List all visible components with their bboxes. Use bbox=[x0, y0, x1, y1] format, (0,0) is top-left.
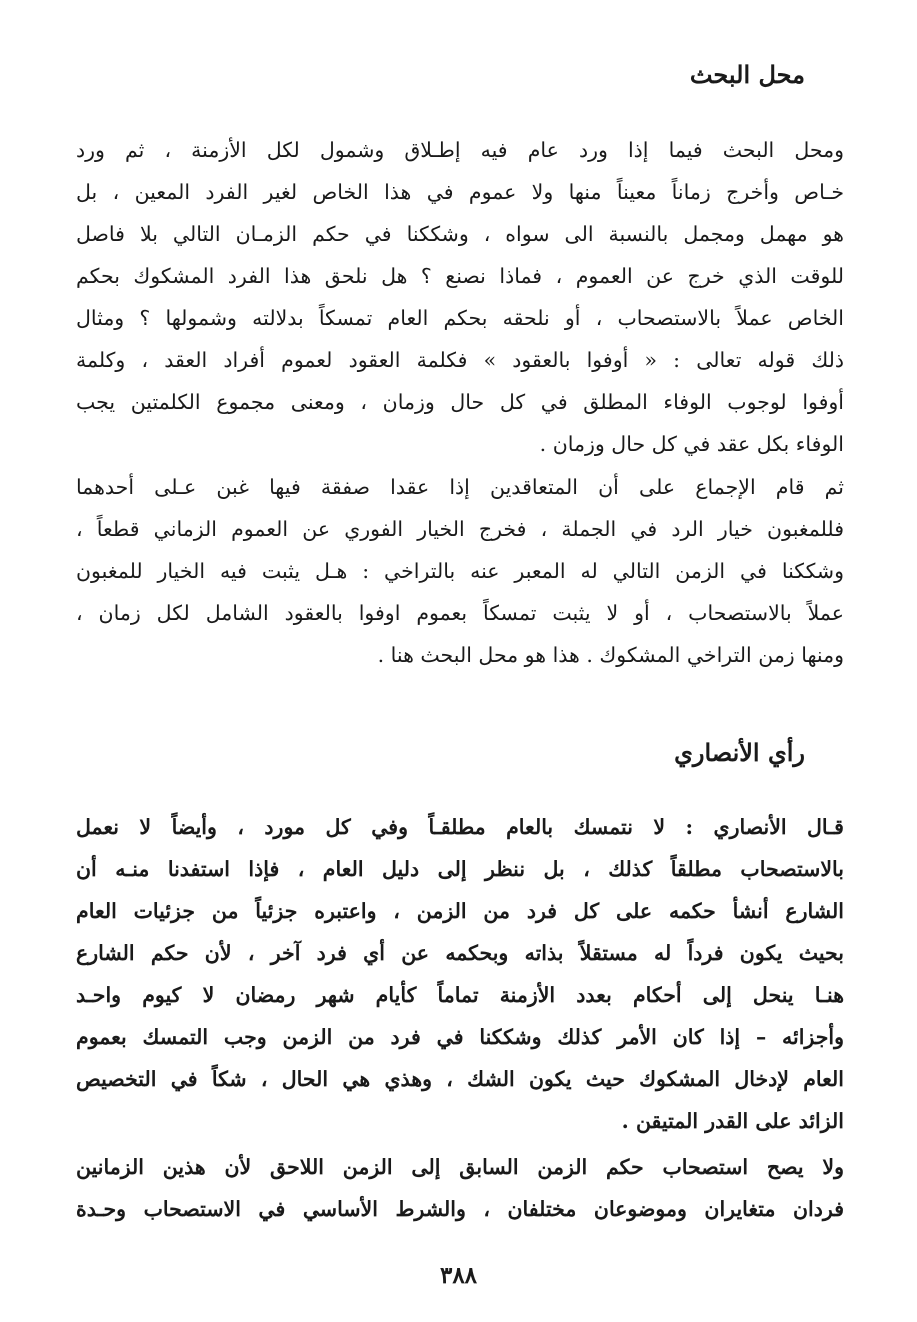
paragraph-istishab-invalid bbox=[76, 1146, 844, 1230]
text-line: خـاص وأخرج زماناً معيناً منها ولا عموم في هذا الخاص لغير الفرد المعين ، بل bbox=[76, 180, 844, 204]
text-line: بحيث يكون فرداً له مستقلاً بذاته وبحكمه عن أي فرد آخر ، لأن حكم الشارع bbox=[76, 941, 844, 965]
text-line: الخاص عملاً بالاستصحاب ، أو نلحقه بحكم العام تمسكاً بدلالته وشمولها ؟ ومثال bbox=[76, 306, 844, 330]
text-line: فردان متغايران وموضوعان مختلفان ، والشرط الأساسي في الاستصحاب وحـدة bbox=[76, 1197, 844, 1221]
text-line: العام لإدخال المشكوك حيث يكون الشك ، وهذي هي الحال ، شكاً في التخصيص bbox=[76, 1067, 844, 1091]
text-line: للوقت الذي خرج عن العموم ، فماذا نصنع ؟ هل نلحق هذا الفرد المشكوك بحكم bbox=[76, 264, 844, 288]
text-line: ثم قام الإجماع على أن المتعاقدين إذا عقدا صفقة فيها غبن عـلى أحدهما bbox=[76, 475, 844, 499]
text-line: هنـا ينحل إلى أحكام بعدد الأزمنة تماماً كأيام شهر رمضان لا كيوم واحـد bbox=[76, 983, 844, 1007]
text-line: الزائد على القدر المتيقن . bbox=[621, 1109, 844, 1133]
text-line: الشارع أنشأ حكمه على كل فرد من الزمن ، واعتبره جزئياً من جزئيات العام bbox=[76, 899, 844, 923]
paragraph-ansari-opinion bbox=[76, 806, 844, 1142]
text-line: ومحل البحث فيما إذا ورد عام فيه إطـلاق وشمول لكل الأزمنة ، ثم ورد bbox=[76, 138, 844, 162]
section-heading-research-scope: محل البحث bbox=[689, 60, 805, 89]
text-line: قـال الأنصاري : لا نتمسك بالعام مطلقـاً وفي كل مورد ، وأيضاً لا نعمل bbox=[76, 815, 844, 839]
text-line: وشككنا في الزمن التالي له المعبر عنه بالتراخي : هـل يثبت فيه الخيار للمغبون bbox=[76, 559, 844, 583]
paragraph-consensus-example bbox=[76, 466, 844, 676]
text-line: فللمغبون خيار الرد في الجملة ، فخرج الخيار الفوري عن العموم الزماني قطعاً ، bbox=[76, 517, 844, 541]
text-line: عملاً بالاستصحاب ، أو لا يثبت تمسكاً بعموم اوفوا بالعقود الشامل لكل زمان ، bbox=[76, 601, 844, 625]
section-heading-ansari-opinion: رأي الأنصاري bbox=[674, 738, 805, 767]
text-line: بالاستصحاب مطلقاً كذلك ، بل ننظر إلى دليل العام ، فإذا استفدنا منـه أن bbox=[76, 857, 844, 881]
page-number: ٣٨٨ bbox=[439, 1262, 478, 1289]
text-line: وأجزائه – إذا كان الأمر كذلك وشككنا في فرد من الزمن وجب التمسك بعموم bbox=[76, 1025, 844, 1049]
text-line: ومنها زمن التراخي المشكوك . هذا هو محل البحث هنا . bbox=[377, 643, 844, 667]
text-line: ذلك قوله تعالى : « أوفوا بالعقود » فكلمة العقود لعموم أفراد العقد ، وكلمة bbox=[76, 348, 844, 372]
text-line: أوفوا لوجوب الوفاء المطلق في كل حال وزمان ، ومعنى مجموع الكلمتين يجب bbox=[76, 390, 844, 414]
paragraph-research-scope-definition bbox=[76, 129, 844, 465]
text-line: ولا يصح استصحاب حكم الزمن السابق إلى الزمن اللاحق لأن هذين الزمانين bbox=[76, 1155, 844, 1179]
text-line: هو مهمل ومجمل بالنسبة الى سواه ، وشككنا في حكم الزمـان التالي بلا فاصل bbox=[76, 222, 844, 246]
text-line: الوفاء بكل عقد في كل حال وزمان . bbox=[539, 432, 844, 456]
